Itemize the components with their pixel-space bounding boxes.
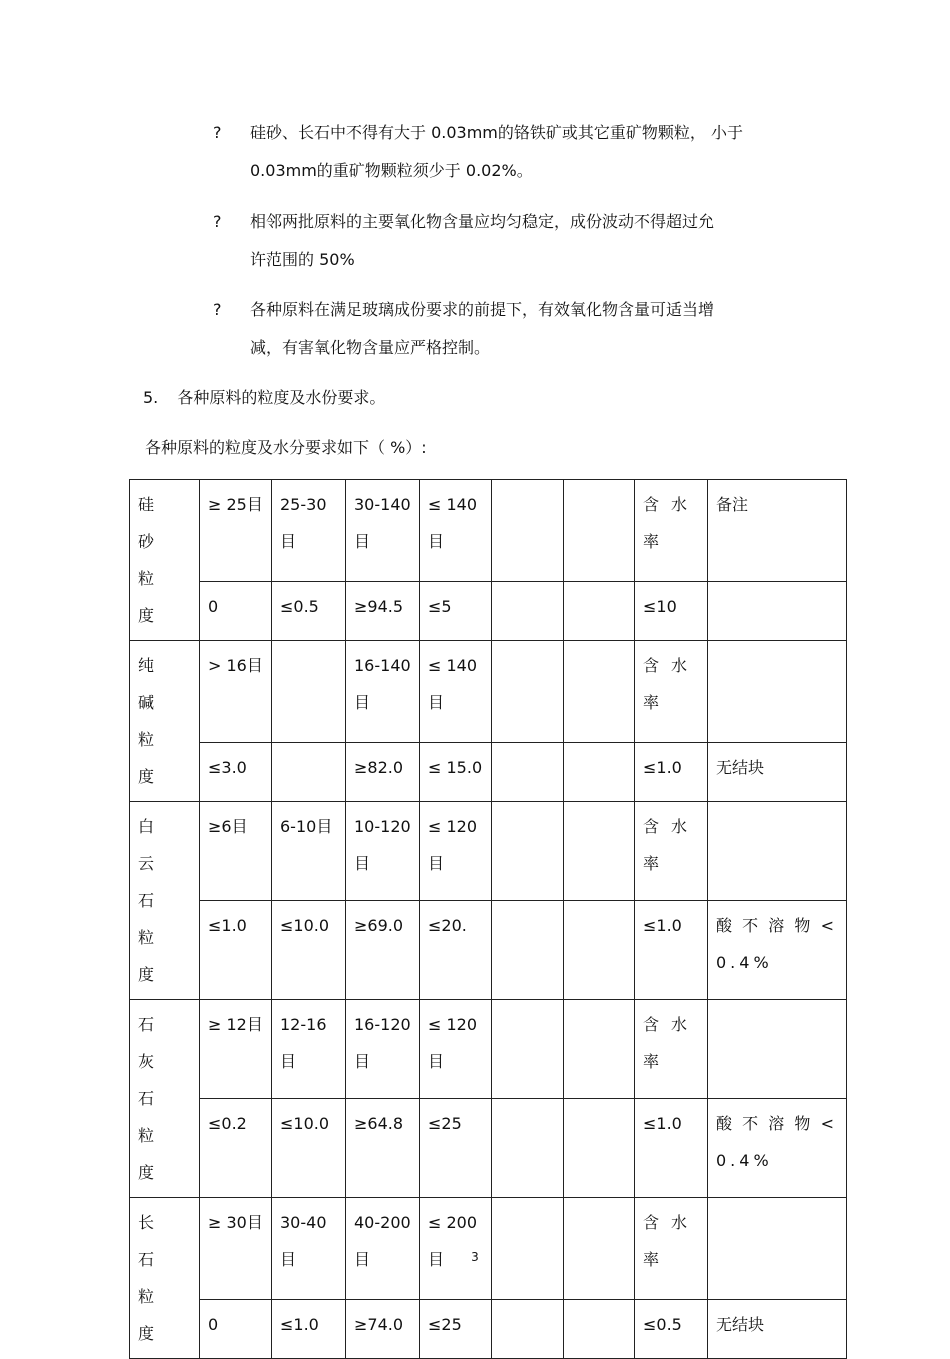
bullet-marker: ? [213,123,222,142]
table-cell: 含水率 [635,802,708,901]
bullet-text-line: 相邻两批原料的主要氧化物含量应均匀稳定，成份波动不得超过允 [250,212,715,231]
table-row [130,1000,847,1099]
table-cell: ≤5 [420,582,492,641]
table-cell: 含水率 [635,641,708,743]
table-cell: ≤1.0 [200,901,272,1000]
section-heading [143,386,385,410]
table-row [130,641,847,743]
table-cell [564,802,635,901]
table-cell: ≥69.0 [346,901,420,1000]
table-cell: ≤25 [420,1300,492,1359]
table-cell: ≤1.0 [635,1099,708,1198]
table-cell: 30-140目 [346,480,420,582]
row-label: 硅砂粒度 [130,480,200,641]
table-cell [564,1099,635,1198]
table-cell: ≤1.0 [272,1300,346,1359]
table-intro: 各种原料的粒度及水分要求如下（ %）: [145,438,427,457]
table-cell: ≤0.5 [272,582,346,641]
table-cell: ≤ 140目 [420,641,492,743]
table-cell [564,1000,635,1099]
table-cell: 无结块 [708,1300,847,1359]
table-cell [492,901,564,1000]
table-row [130,1300,847,1359]
table-cell [564,901,635,1000]
row-label: 长石粒度 [130,1198,200,1359]
table-cell [492,1000,564,1099]
table-cell: ≤10.0 [272,1099,346,1198]
table-cell: 0 [200,1300,272,1359]
table-cell: ≤10 [635,582,708,641]
table-cell [492,582,564,641]
table-cell: 0 [200,582,272,641]
table-cell [564,1300,635,1359]
page-number: 3 [471,1250,479,1264]
table-cell: 酸不溶物< 0.4% [708,901,847,1000]
table-cell: 6-10目 [272,802,346,901]
table-cell: ≤20. [420,901,492,1000]
row-label: 纯碱粒度 [130,641,200,802]
table-cell [272,743,346,802]
table-cell [708,802,847,901]
bullet-text-line: 各种原料在满足玻璃成份要求的前提下，有效氧化物含量可适当增 [250,300,715,319]
bullet-text-line: 硅砂、长石中不得有大于 0.03mm的铬铁矿或其它重矿物颗粒， 小于 [250,123,743,142]
bullet-marker: ? [213,300,222,319]
table-cell [272,641,346,743]
section-title: 各种原料的粒度及水份要求。 [177,388,386,407]
table-row [130,582,847,641]
table-cell: ≤25 [420,1099,492,1198]
table-cell: 含水率 [635,1198,708,1300]
table-cell: ≥64.8 [346,1099,420,1198]
table-row [130,480,847,582]
table-cell: ≤ 15.0 [420,743,492,802]
table-cell: ≥ 25目 [200,480,272,582]
table-cell [492,743,564,802]
table-cell: ≤10.0 [272,901,346,1000]
table-cell [492,802,564,901]
table-cell [708,1198,847,1300]
table-cell [564,641,635,743]
table-cell: ≤ 120目 [420,802,492,901]
table-cell [492,641,564,743]
table-cell: 30-40目 [272,1198,346,1300]
table-cell: ≤1.0 [635,901,708,1000]
table-cell: ≤ 200目 [420,1198,492,1300]
table-cell [564,582,635,641]
table-cell: ≤0.2 [200,1099,272,1198]
table-row [130,1198,847,1300]
bullet-text-line: 减，有害氧化物含量应严格控制。 [250,338,491,357]
table-cell: ≤1.0 [635,743,708,802]
table-cell [708,582,847,641]
row-label: 石灰石粒度 [130,1000,200,1198]
table-cell: 酸不溶物< 0.4% [708,1099,847,1198]
bullet-text-line: 许范围的 50% [250,250,355,269]
table-cell [564,743,635,802]
table-cell: ≥ 30目 [200,1198,272,1300]
table-cell: 无结块 [708,743,847,802]
bullet-marker: ? [213,212,222,231]
table-cell [564,480,635,582]
table-cell: 备注 [708,480,847,582]
table-cell: ≥94.5 [346,582,420,641]
table-cell: 40-200目 [346,1198,420,1300]
table-cell: 25-30目 [272,480,346,582]
table-cell: 10-120目 [346,802,420,901]
table-row [130,1099,847,1198]
table-cell: ≥82.0 [346,743,420,802]
row-label: 白云石粒度 [130,802,200,1000]
table-cell: ≤0.5 [635,1300,708,1359]
table-cell: ≤ 140目 [420,480,492,582]
table-cell [492,480,564,582]
table-cell: ≥74.0 [346,1300,420,1359]
table-cell: 含水率 [635,480,708,582]
table-cell: 16-140目 [346,641,420,743]
table-cell [708,1000,847,1099]
table-cell: ≤ 120目 [420,1000,492,1099]
table-cell [492,1099,564,1198]
table-row [130,802,847,901]
table-cell: 12-16目 [272,1000,346,1099]
table-cell [492,1198,564,1300]
table-row [130,901,847,1000]
section-number: 5. [143,388,159,407]
table-cell: 16-120目 [346,1000,420,1099]
table-cell: > 16目 [200,641,272,743]
table-cell: ≥ 12目 [200,1000,272,1099]
table-cell [492,1300,564,1359]
table-cell [708,641,847,743]
table-cell: ≤3.0 [200,743,272,802]
table-cell [564,1198,635,1300]
table-cell: ≥6目 [200,802,272,901]
granularity-table [129,479,847,1359]
table-row [130,743,847,802]
bullet-text-line: 0.03mm的重矿物颗粒须少于 0.02%。 [250,161,533,180]
table-cell: 含水率 [635,1000,708,1099]
